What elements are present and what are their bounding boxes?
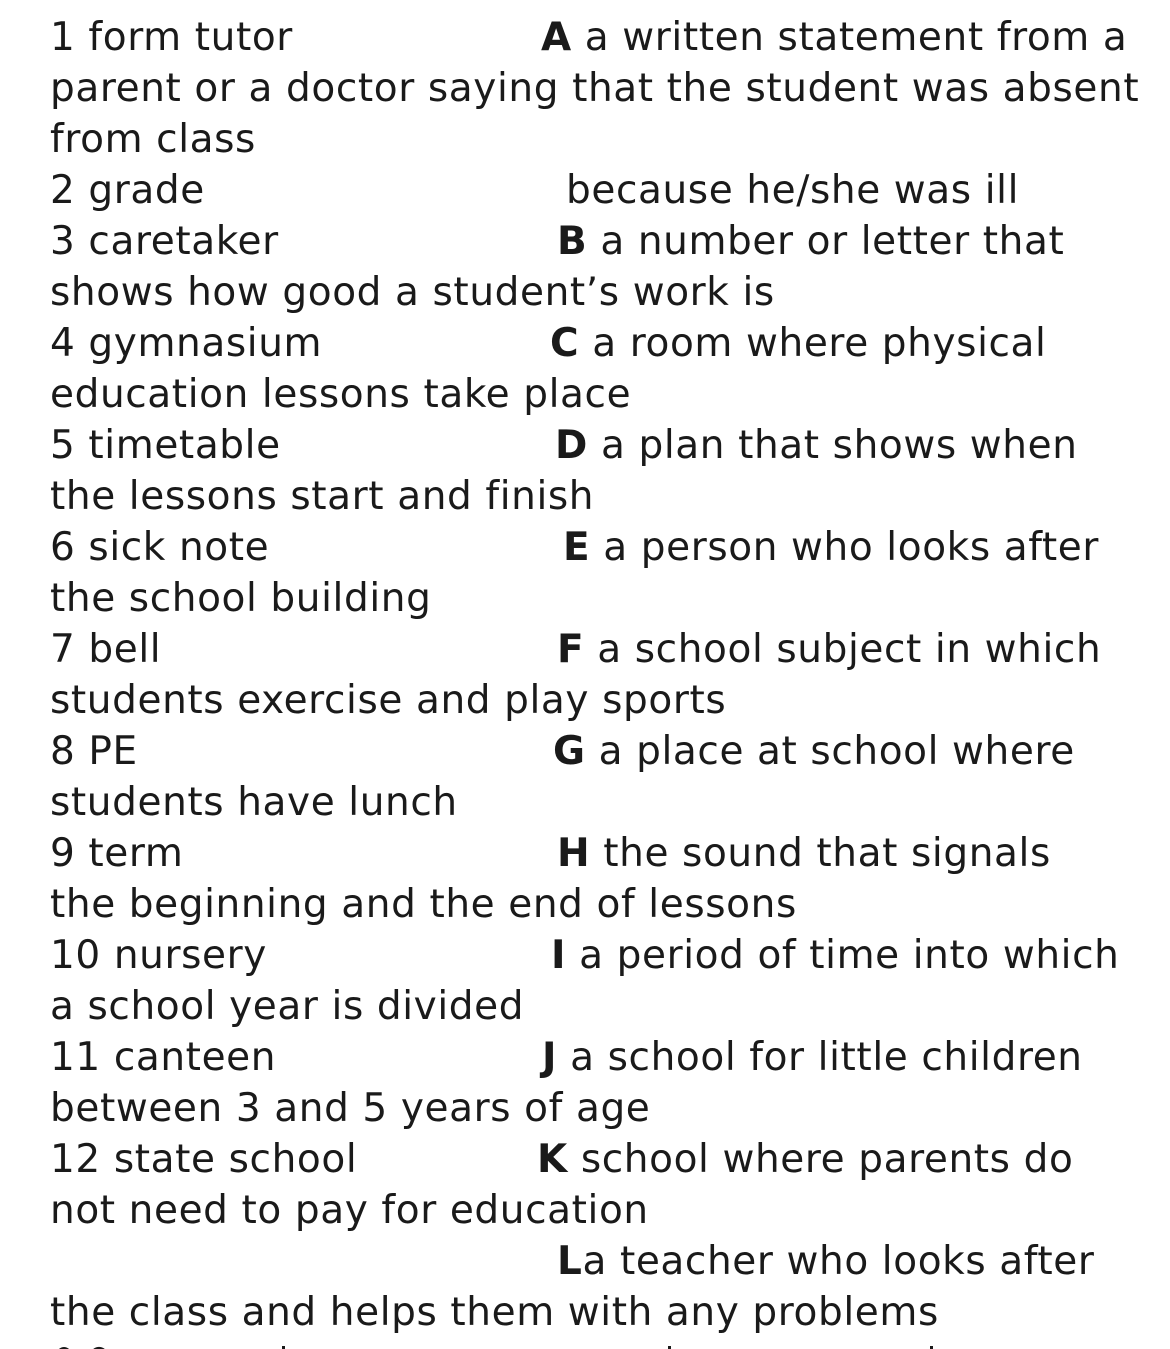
- definition-text: the sound that signals: [590, 831, 1051, 876]
- term-9: 9 term: [50, 831, 184, 876]
- term-5: 5 timetable: [50, 423, 281, 468]
- definition-letter: K: [537, 1137, 568, 1182]
- definition-text: a number or letter that: [587, 219, 1065, 264]
- term-10: 10 nursery: [50, 933, 267, 978]
- definition-letter: G: [553, 729, 586, 774]
- definition-h: [557, 829, 1051, 879]
- definition-l: [557, 1237, 1095, 1287]
- definition-text: a person who looks after: [590, 525, 1100, 570]
- definition-letter: F: [557, 627, 585, 672]
- definition-letter: C: [550, 321, 580, 366]
- term-3: 3 caretaker: [50, 219, 279, 264]
- definition-d-continuation: the lessons start and finish: [50, 474, 595, 519]
- definition-letter: B: [557, 219, 588, 264]
- definition-text: a written statement from a: [571, 15, 1128, 60]
- definition-i: [551, 931, 1119, 981]
- definition-d: [555, 421, 1078, 471]
- term-11: 11 canteen: [50, 1035, 277, 1080]
- definition-a-continuation: because he/she was ill: [566, 168, 1020, 213]
- definition-c-continuation: education lessons take place: [50, 372, 632, 417]
- definition-letter: E: [563, 525, 591, 570]
- definition-g: [553, 727, 1075, 777]
- definition-j: [542, 1033, 1083, 1083]
- term-8: 8 PE: [50, 729, 138, 774]
- definition-letter: L: [557, 1239, 583, 1284]
- definition-e: [563, 523, 1099, 573]
- term-12: 12 state school: [50, 1137, 358, 1182]
- definition-letter: H: [557, 831, 591, 876]
- definition-h-continuation: the beginning and the end of lessons: [50, 882, 797, 927]
- definition-i-continuation: a school year is divided: [50, 984, 525, 1029]
- definition-k: [537, 1135, 1073, 1185]
- definition-text: a school for little children: [557, 1035, 1083, 1080]
- definition-text: a school subject in which: [584, 627, 1102, 672]
- definition-f: [557, 625, 1101, 675]
- definition-text: a teacher who looks after: [582, 1239, 1095, 1284]
- definition-letter: I: [551, 933, 567, 978]
- definition-l-continuation: the class and helps them with any problems: [50, 1290, 939, 1335]
- definition-text: a period of time into which: [566, 933, 1120, 978]
- definition-a: [541, 13, 1127, 63]
- term-4: 4 gymnasium: [50, 321, 323, 366]
- definition-text: a plan that shows when: [587, 423, 1078, 468]
- cropped-text-fragment: [50, 1339, 950, 1349]
- definition-text: a place at school where: [585, 729, 1075, 774]
- term-1: 1 form tutor: [50, 15, 293, 60]
- definition-k-continuation: not need to pay for education: [50, 1188, 649, 1233]
- definition-b-continuation: shows how good a student’s work is: [50, 270, 775, 315]
- definition-f-continuation: students exercise and play sports: [50, 678, 727, 723]
- definition-j-continuation: between 3 and 5 years of age: [50, 1086, 651, 1131]
- definition-text: school where parents do: [567, 1137, 1074, 1182]
- definition-letter: J: [542, 1035, 558, 1080]
- definition-letter: A: [541, 15, 572, 60]
- definition-text: a room where physical: [579, 321, 1047, 366]
- cropped-glyph-tops: [50, 1344, 950, 1349]
- definition-g-continuation: students have lunch: [50, 780, 458, 825]
- term-6: 6 sick note: [50, 525, 270, 570]
- definition-b: [557, 217, 1064, 267]
- definition-a-continuation: parent or a doctor saying that the student was absent: [50, 66, 1140, 111]
- definition-letter: D: [555, 423, 588, 468]
- term-2: 2 grade: [50, 168, 205, 213]
- definition-c: [550, 319, 1046, 369]
- term-7: 7 bell: [50, 627, 162, 672]
- definition-e-continuation: the school building: [50, 576, 432, 621]
- definition-a-continuation: from class: [50, 117, 256, 162]
